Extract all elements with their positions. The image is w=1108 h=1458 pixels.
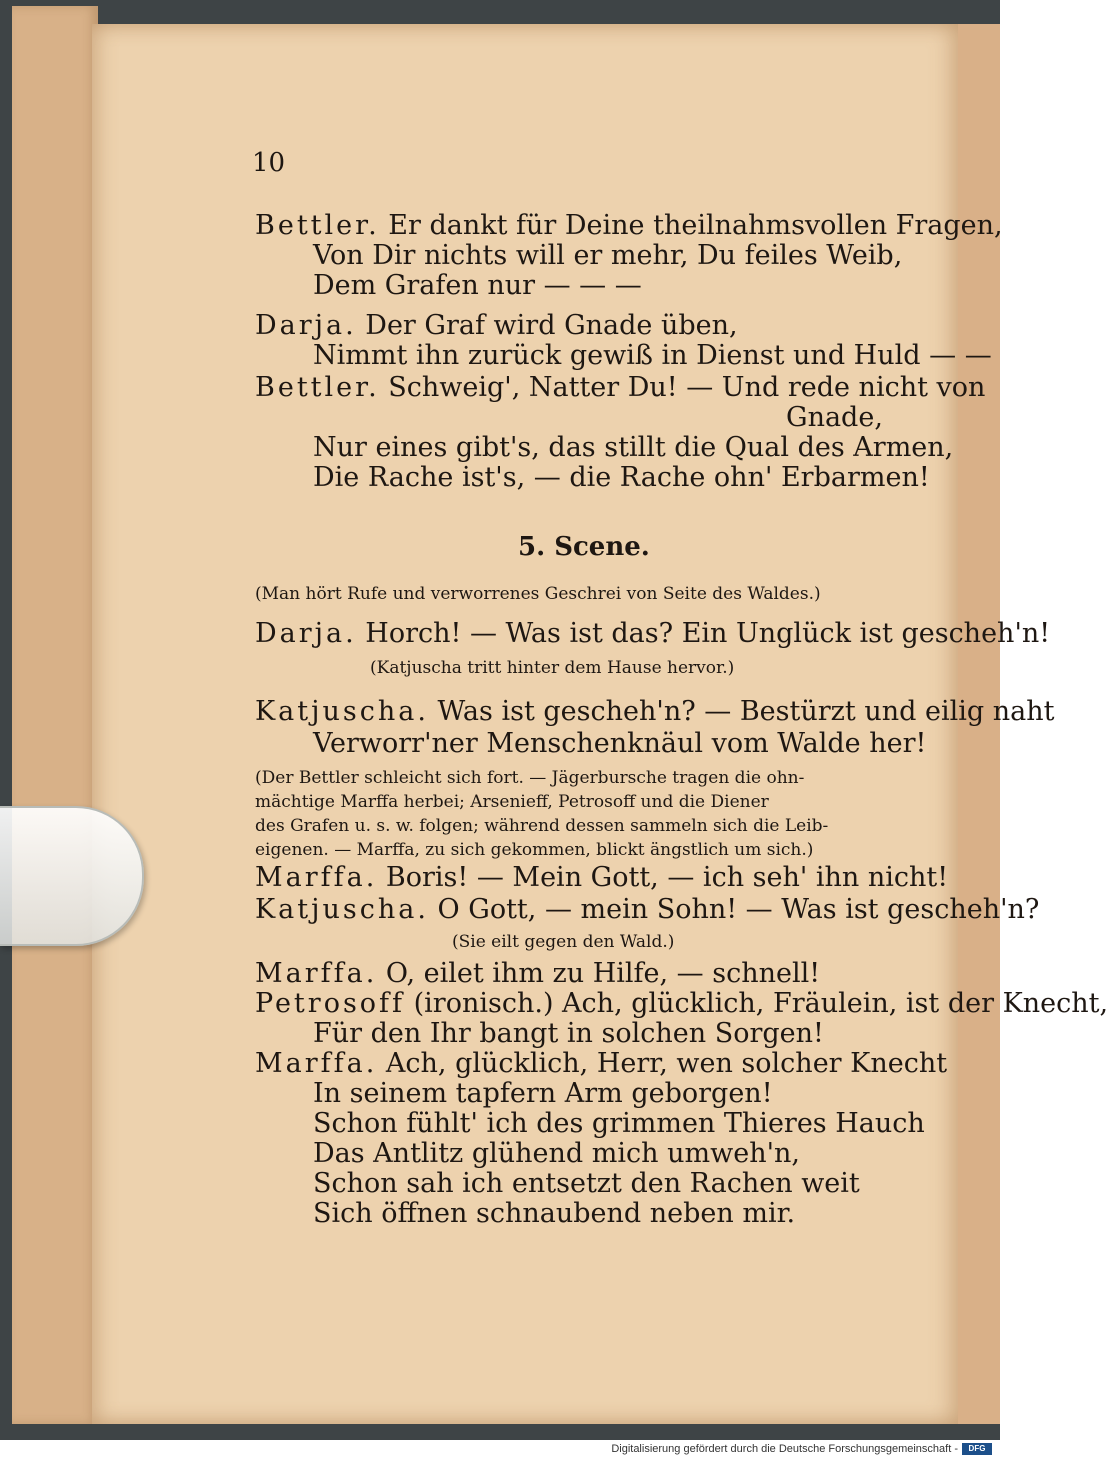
stage-direction: (Sie eilt gegen den Wald.) [452,932,675,952]
text-line: Dem Grafen nur — — — [313,270,642,301]
dfg-logo-icon: DFG [962,1443,992,1455]
stage-direction: mächtige Marffa herbei; Arsenieff, Petrosoff und die Diener [255,792,769,812]
stage-direction: (Katjuscha tritt hinter dem Hause hervor.) [370,658,735,678]
speaker-name: Darja. [255,618,357,649]
text-line [255,1048,947,1080]
line-text: Er dankt für Deine theilnahmsvollen Fragen, [388,210,1003,241]
line-text: O Gott, — mein Sohn! — Was ist gescheh'n? [437,894,1040,925]
text-line: Verworr'ner Menschenknäul vom Walde her! [313,728,927,759]
page-marker-tab [0,806,144,946]
line-text: Ach, glücklich, Herr, wen solcher Knecht [385,1048,948,1079]
stage-direction: des Grafen u. s. w. folgen; während dessen sammeln sich die Leib- [255,816,829,836]
speaker-name: Darja. [255,310,357,341]
stage-direction: (Man hört Rufe und verworrenes Geschrei von Seite des Waldes.) [255,584,821,604]
text-line [255,310,738,342]
line-text: O, eilet ihm zu Hilfe, — schnell! [385,958,821,989]
line-text: Schweig', Natter Du! — Und rede nicht von [388,372,986,403]
text-line [255,618,1050,650]
line-text: Boris! — Mein Gott, — ich seh' ihn nicht! [385,862,949,893]
text-line: In seinem tapfern Arm geborgen! [313,1078,773,1109]
text-line: Schon fühlt' ich des grimmen Thieres Hauch [313,1108,925,1139]
text-line: Das Antlitz glühend mich umweh'n, [313,1138,800,1169]
text-line: Schon sah ich entsetzt den Rachen weit [313,1168,860,1199]
stage-direction: (Der Bettler schleicht sich fort. — Jägerbursche tragen die ohn- [255,768,805,788]
line-text: Was ist gescheh'n? — Bestürzt und eilig naht [437,696,1055,727]
text-line: Die Rache ist's, — die Rache ohn' Erbarmen! [313,462,930,493]
speaker-name: Katjuscha. [255,696,429,727]
page-number: 10 [252,148,286,178]
text-line: Gnade, [786,402,883,433]
footer-credit: Digitalisierung gefördert durch die Deutsche Forschungsgemeinschaft - [611,1443,958,1455]
speaker-name: Katjuscha. [255,894,429,925]
text-line: Für den Ihr bangt in solchen Sorgen! [313,1018,824,1049]
line-text: Der Graf wird Gnade üben, [365,310,738,341]
text-line: Nimmt ihn zurück gewiß in Dienst und Huld — — [313,340,992,371]
speaker-name: Marffa. [255,862,378,893]
scene-heading: 5. Scene. [518,532,650,562]
text-line [255,894,1039,926]
text-line [255,210,1003,242]
stage-direction: eigenen. — Marffa, zu sich gekommen, blickt ängstlich um sich.) [255,840,814,860]
text-line: Sich öffnen schnaubend neben mir. [313,1198,796,1229]
text-line [255,988,1108,1020]
speaker-name: Petrosoff [255,988,406,1019]
speaker-name: Marffa. [255,958,378,989]
line-text: (ironisch.) Ach, glücklich, Fräulein, ist der Knecht, [413,988,1108,1019]
line-text: Horch! — Was ist das? Ein Unglück ist gescheh'n! [365,618,1051,649]
speaker-name: Bettler. [255,372,380,403]
speaker-name: Marffa. [255,1048,378,1079]
text-line [255,696,1054,728]
footer-bar [0,1440,1000,1458]
speaker-name: Bettler. [255,210,380,241]
text-line [255,372,985,404]
text-line: Nur eines gibt's, das stillt die Qual des Armen, [313,432,954,463]
text-line: Von Dir nichts will er mehr, Du feiles Weib, [313,240,903,271]
text-line [255,958,820,990]
book-cover-left [12,6,98,1424]
text-line [255,862,948,894]
